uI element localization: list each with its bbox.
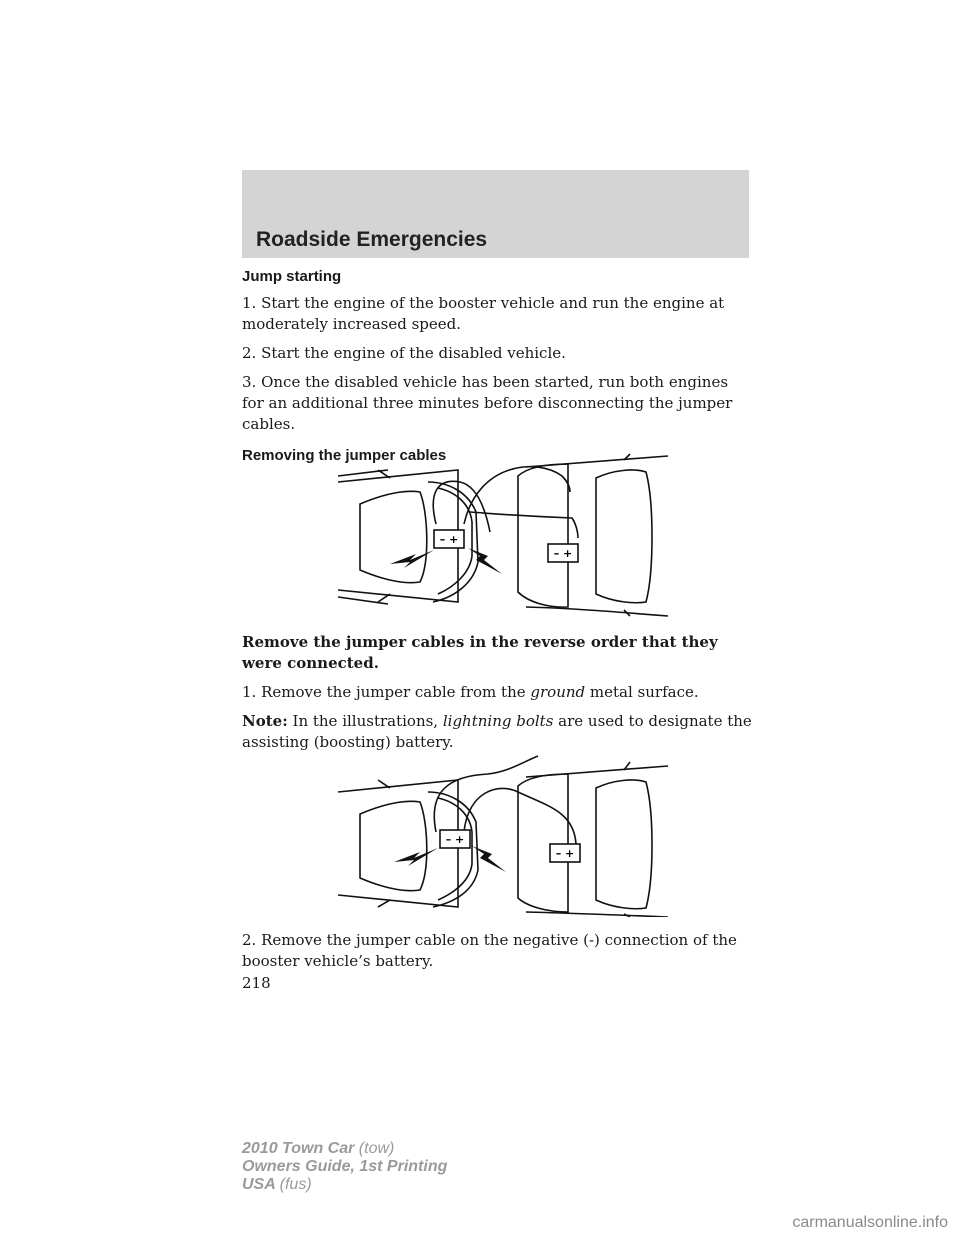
page-content bbox=[242, 268, 752, 464]
jump-step-1: 1. Start the engine of the booster vehicle and run the engine at moderately increased speed. bbox=[242, 294, 725, 333]
booster-battery bbox=[434, 530, 464, 548]
removing-lead: Remove the jumper cables in the reverse order that they were connected. bbox=[242, 633, 718, 672]
jump-starting-heading: Jump starting bbox=[242, 268, 342, 285]
left-car-windshield bbox=[360, 801, 427, 890]
page-number: 218 bbox=[242, 974, 271, 992]
disabled-battery bbox=[550, 844, 580, 862]
right-car-windshield bbox=[596, 470, 652, 603]
lightning-bolt-icon bbox=[394, 848, 438, 866]
removing-step-2: 2. Remove the jumper cable on the negative (-) connection of the booster vehicle’s battery. bbox=[242, 931, 737, 970]
right-car-front bbox=[518, 464, 568, 607]
booster-battery bbox=[440, 830, 470, 848]
left-car-windshield bbox=[360, 491, 427, 582]
removing-step-1: 1. Remove the jumper cable from the ground metal surface. bbox=[242, 683, 699, 701]
svg-text:– +: – + bbox=[439, 533, 459, 546]
removing-section bbox=[242, 632, 752, 753]
section-header bbox=[242, 170, 749, 258]
right-car-windshield bbox=[596, 780, 652, 909]
watermark: carmanualsonline.info bbox=[792, 1214, 948, 1231]
removing-cables-heading: Removing the jumper cables bbox=[242, 447, 447, 464]
removing-note: Note: In the illustrations, lightning bolts are used to designate the assisting (boosting) battery. bbox=[242, 712, 752, 751]
section-title: Roadside Emergencies bbox=[256, 228, 488, 251]
svg-text:– +: – + bbox=[555, 847, 575, 860]
svg-text:– +: – + bbox=[553, 547, 573, 560]
lightning-bolt-icon bbox=[468, 548, 502, 574]
jump-step-2: 2. Start the engine of the disabled vehicle. bbox=[242, 344, 566, 362]
jumper-cables-illustration-1 bbox=[338, 452, 668, 617]
svg-text:– +: – + bbox=[445, 833, 465, 846]
lightning-bolt-icon bbox=[390, 550, 434, 568]
jump-step-3: 3. Once the disabled vehicle has been started, run both engines for an additional three minutes before disconnecting the jumper cables. bbox=[242, 373, 733, 433]
removing-step-2-block bbox=[242, 930, 752, 972]
jumper-cables-illustration-2 bbox=[338, 752, 668, 917]
disabled-battery bbox=[548, 544, 578, 562]
print-footer: 2010 Town Car (tow) Owners Guide, 1st Printing USA (fus) bbox=[242, 1140, 448, 1193]
